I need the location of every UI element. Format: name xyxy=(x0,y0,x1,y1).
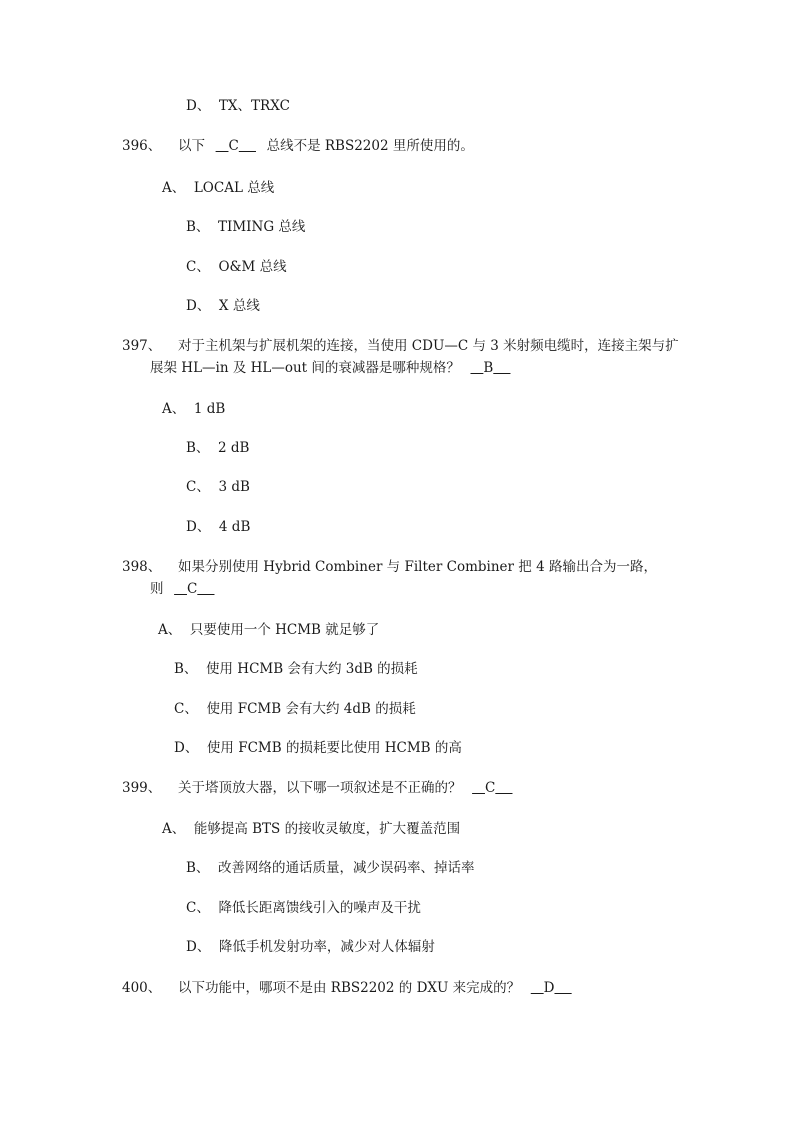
option-b: B、 2 dB xyxy=(186,440,250,456)
question-397-text-line2: 展架 HL—in 及 HL—out 间的衰减器是哪种规格？ B xyxy=(150,358,512,378)
option-d: D、 4 dB xyxy=(186,519,251,535)
option-b: B、 TIMING 总线 xyxy=(186,219,306,235)
answer-blank: B xyxy=(483,360,494,376)
question-number: 396、 xyxy=(122,138,162,154)
option-a: A、 能够提高 BTS 的接收灵敏度，扩大覆盖范围 xyxy=(162,821,461,837)
question-number: 399、 xyxy=(122,780,162,796)
question-397-text: 对于主机架与扩展机架的连接，当使用 CDU—C 与 3 米射频电缆时，连接主架与扩 xyxy=(178,338,679,354)
question-396-text: 以下 C 总线不是 RBS2202 里所使用的。 xyxy=(178,138,474,154)
option-d: D、 降低手机发射功率，减少对人体辐射 xyxy=(186,939,435,955)
question-number: 400、 xyxy=(122,980,162,996)
question-398 xyxy=(122,557,161,577)
question-number: 397、 xyxy=(122,338,162,354)
option-d: D、 X 总线 xyxy=(186,298,260,314)
question-400-text: 以下功能中，哪项不是由 RBS2202 的 DXU 来完成的？ D xyxy=(178,978,574,998)
answer-blank: C xyxy=(228,138,239,154)
question-398-text-line2: 则 C xyxy=(150,579,216,599)
question-396 xyxy=(122,136,161,156)
question-398-text: 如果分别使用 Hybrid Combiner 与 Filter Combiner 把 4 路输出合为一路， xyxy=(178,559,657,575)
answer-blank: C xyxy=(186,581,198,597)
option-a: A、 只要使用一个 HCMB 就足够了 xyxy=(158,622,380,638)
option-c: C、 O&M 总线 xyxy=(186,259,287,275)
option-a: A、 LOCAL 总线 xyxy=(162,180,275,196)
question-399 xyxy=(122,778,161,798)
option-d: D、 TX、TRXC xyxy=(186,98,290,114)
option-b: B、 改善网络的通话质量，减少误码率、掉话率 xyxy=(186,860,475,876)
option-c: C、 3 dB xyxy=(186,479,250,495)
question-397 xyxy=(122,336,161,356)
answer-blank: D xyxy=(543,980,555,996)
option-c: C、 降低长距离馈线引入的噪声及干扰 xyxy=(186,900,421,916)
option-c: C、 使用 FCMB 会有大约 4dB 的损耗 xyxy=(174,701,416,717)
answer-blank: C xyxy=(484,780,496,796)
option-b: B、 使用 HCMB 会有大约 3dB 的损耗 xyxy=(174,661,418,677)
option-d: D、 使用 FCMB 的损耗要比使用 HCMB 的高 xyxy=(174,740,462,756)
option-a: A、 1 dB xyxy=(162,401,226,417)
question-399-text: 关于塔顶放大器，以下哪一项叙述是不正确的？ C xyxy=(178,778,514,798)
question-number: 398、 xyxy=(122,559,162,575)
question-400 xyxy=(122,978,161,998)
